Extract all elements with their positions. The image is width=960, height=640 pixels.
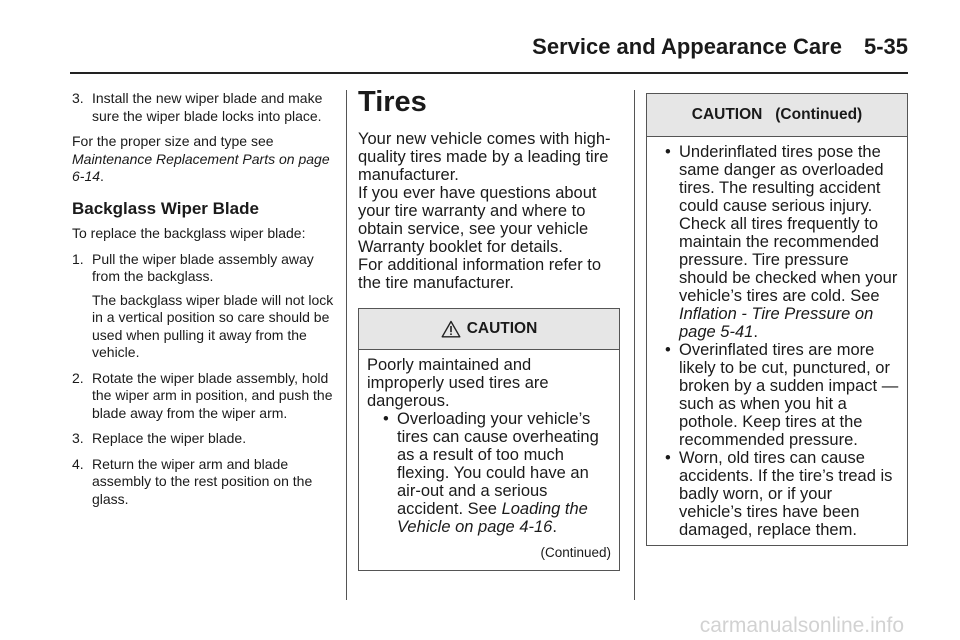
caution-header bbox=[647, 94, 907, 137]
step-text: Pull the wiper blade assembly away from the backglass. bbox=[92, 250, 314, 284]
warning-triangle-icon bbox=[441, 320, 461, 338]
cross-reference-link[interactable]: Loading the Vehicle on page 4-16 bbox=[397, 500, 588, 536]
bullet-marker: • bbox=[665, 341, 671, 359]
step-text: Return the wiper arm and blade assembly to the rest position on the glass. bbox=[92, 455, 313, 507]
page-header bbox=[70, 34, 908, 60]
bullet-marker: • bbox=[383, 410, 389, 428]
header-rule bbox=[70, 72, 908, 74]
section-title: Service and Appearance Care bbox=[532, 34, 842, 59]
section-subheading: Backglass Wiper Blade bbox=[72, 198, 259, 218]
step-item bbox=[72, 456, 334, 509]
step-item bbox=[72, 370, 334, 423]
caution-bullet: • Worn, old tires can cause accidents. If the tire’s tread is badly worn, or if your vehicle’s tires have been damaged, replace them. bbox=[665, 449, 893, 539]
step-number: 1. bbox=[72, 250, 84, 267]
cross-reference-link[interactable]: Maintenance Replacement Parts on page 6-14 bbox=[72, 150, 330, 184]
size-type-paragraph: For the proper size and type see Maintenance Replacement Parts on page 6-14. bbox=[72, 133, 330, 184]
step-text: Install the new wiper blade and make sure the wiper blade locks into place. bbox=[92, 90, 323, 124]
caution-box bbox=[358, 308, 620, 571]
column-divider-left bbox=[346, 90, 347, 600]
step-text: Replace the wiper blade. bbox=[92, 430, 247, 446]
caution-header bbox=[359, 309, 619, 350]
step-number: 2. bbox=[72, 369, 84, 386]
step-number: 3. bbox=[72, 430, 84, 446]
body-paragraph: Your new vehicle comes with high-quality tires made by a leading tire manufacturer. bbox=[358, 130, 611, 184]
caution-intro: Poorly maintained and improperly used tires are dangerous. bbox=[367, 356, 549, 410]
caution-body bbox=[647, 137, 907, 545]
body-paragraph: For additional information refer to the tire manufacturer. bbox=[358, 256, 602, 292]
caution-label: CAUTION (Continued) bbox=[691, 106, 863, 123]
caution-bullet: • Overloading your vehicle’s tires can cause overheating as a result of too much flexing. You could have an air-out and a serious accident. See Loading the Vehicle on page 4-16. bbox=[383, 410, 599, 536]
step-item bbox=[72, 90, 334, 125]
step-number: 4. bbox=[72, 455, 84, 472]
step-text: Rotate the wiper blade assembly, hold the wiper arm in position, and push the blade away from the wiper arm. bbox=[92, 369, 333, 421]
caution-label: CAUTION bbox=[466, 320, 538, 337]
page-number: 5-35 bbox=[863, 34, 908, 59]
step-item bbox=[72, 430, 334, 448]
column-left bbox=[72, 90, 334, 516]
caution-bullet: • Underinflated tires pose the same danger as overloaded tires. The resulting accident could cause serious injury. Check all tires frequently to maintain the recommended pressure. Tire pressure should be checked when your vehicle’s tires are cold. See Inflation - Tire Pressure on page 5-41. bbox=[665, 143, 898, 341]
column-divider-right bbox=[634, 90, 635, 600]
column-right bbox=[646, 93, 908, 546]
step-note: The backglass wiper blade will not lock in a vertical position so care should be used when pulling it away from the vehicle. bbox=[92, 291, 334, 360]
bullet-marker: • bbox=[665, 143, 671, 161]
body-paragraph: If you ever have questions about your tire warranty and where to obtain service, see your vehicle Warranty booklet for details. bbox=[358, 184, 597, 256]
caution-body bbox=[359, 350, 619, 570]
step-item bbox=[72, 251, 334, 362]
watermark: carmanualsonline.info bbox=[699, 614, 904, 637]
bullet-marker: • bbox=[665, 449, 671, 467]
caution-box-continued bbox=[646, 93, 908, 546]
cross-reference-link[interactable]: Inflation - Tire Pressure on page 5-41 bbox=[679, 305, 874, 341]
intro-paragraph: To replace the backglass wiper blade: bbox=[72, 225, 306, 241]
continued-label: (Continued) bbox=[540, 545, 611, 560]
caution-bullet: • Overinflated tires are more likely to be cut, punctured, or broken by a sudden impact — such as when you hit a pothole. Keep tires at the recommended pressure. bbox=[665, 341, 899, 449]
column-middle bbox=[358, 86, 620, 571]
step-number: 3. bbox=[72, 90, 84, 106]
section-title-tires: Tires bbox=[358, 86, 427, 118]
